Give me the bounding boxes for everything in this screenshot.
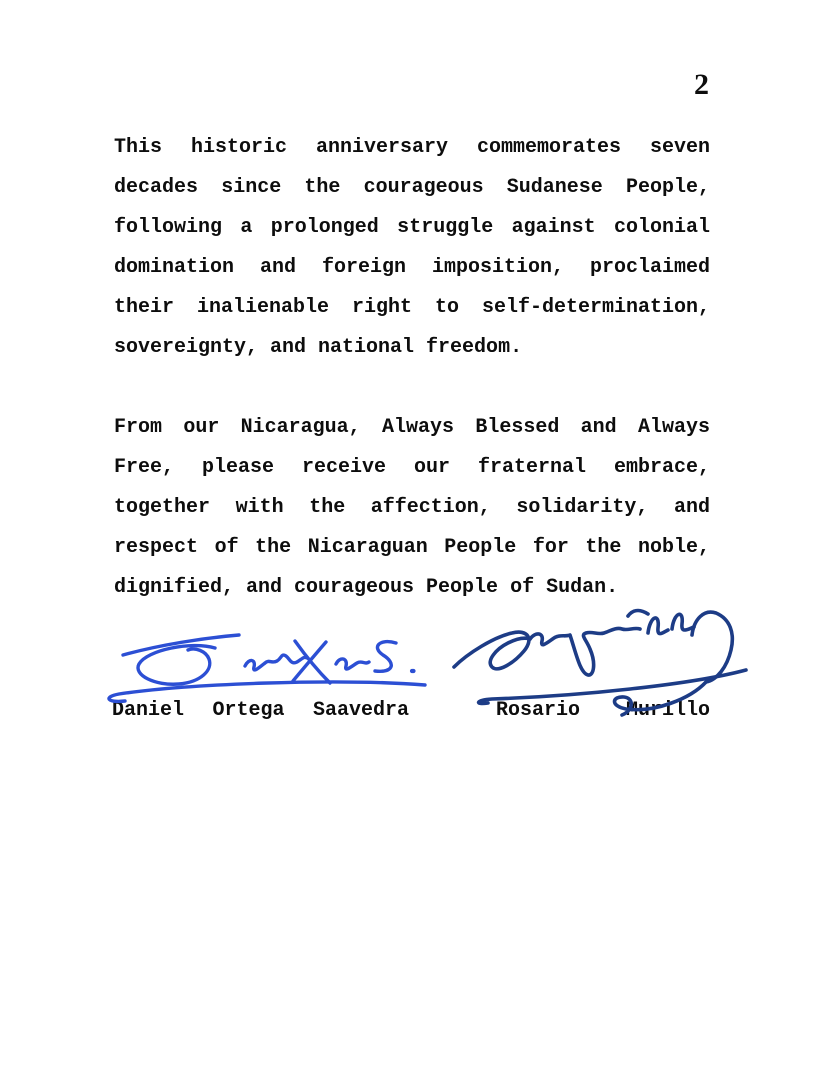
text-line: From our Nicaragua, Always Blessed and Always [114,416,710,439]
text-line: following a prolonged struggle against colonial [114,216,710,239]
text-line: decades since the courageous Sudanese People, [114,176,710,199]
murillo-ink [454,611,746,716]
text-line: Free, please receive our fraternal embrace, [114,456,710,479]
murillo-signature-icon [438,593,753,728]
ortega-signature-icon [95,608,435,708]
text-line: sovereignty, and national freedom. [114,336,523,359]
paragraph-1 [114,128,710,368]
text-line: This historic anniversary commemorates seven [114,136,710,159]
text-line: together with the affection, solidarity, and [114,496,710,519]
ortega-ink [109,635,425,701]
signatory-name-murillo: Rosario Murillo [496,699,711,722]
text-line: dignified, and courageous People of Sudan. [114,576,619,599]
text-line: domination and foreign imposition, proclaimed [114,256,710,279]
page-number: 2 [694,68,709,101]
text-line: their inalienable right to self-determination, [114,296,710,319]
text-line: respect of the Nicaraguan People for the noble, [114,536,710,559]
paragraph-2 [114,408,710,608]
signatory-name-ortega: Daniel Ortega Saavedra [112,699,410,722]
letter-body [114,128,710,648]
